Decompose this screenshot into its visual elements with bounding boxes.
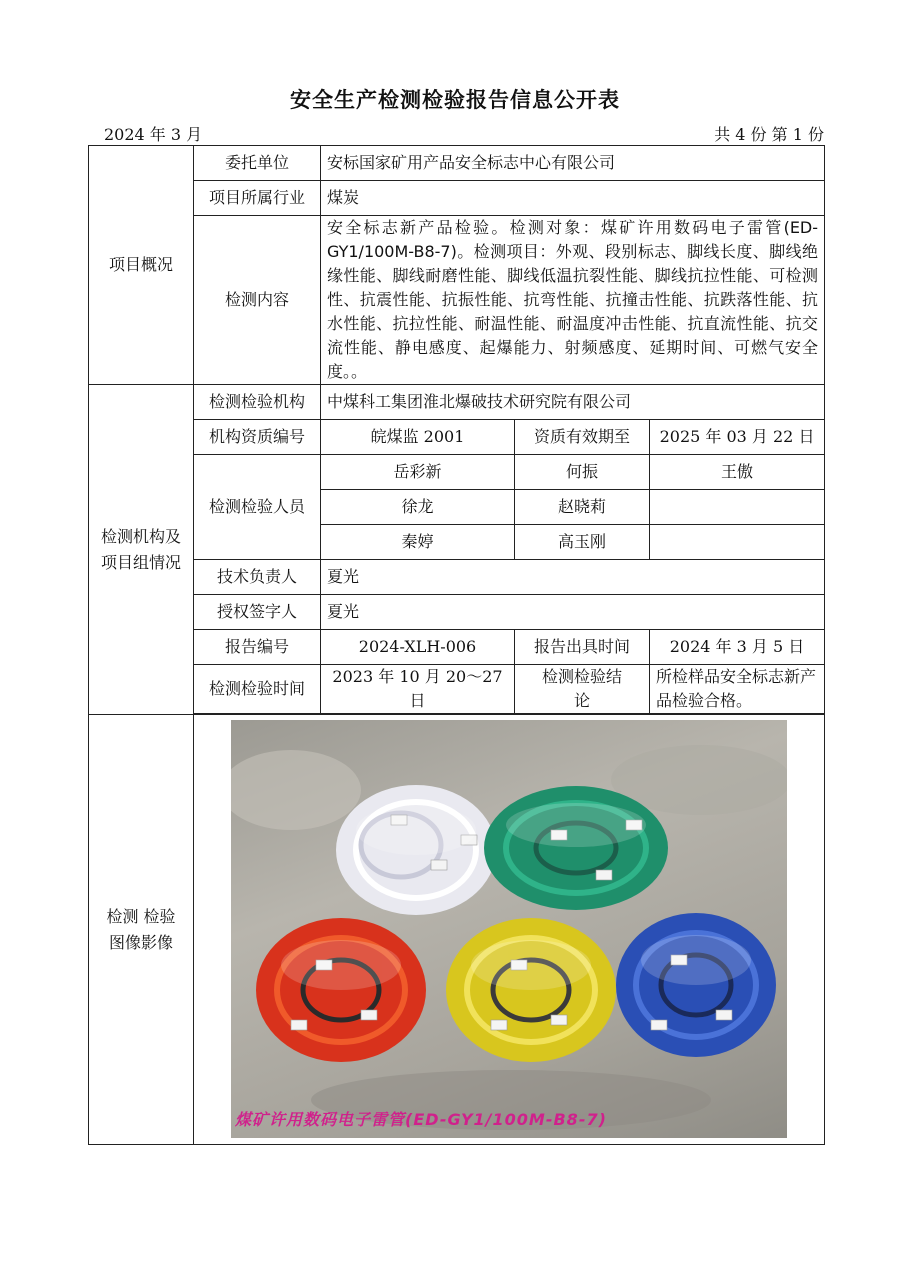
qualification-label: 机构资质编号	[194, 420, 321, 455]
industry-label: 项目所属行业	[194, 181, 321, 216]
conclusion-label: 检测检验结论	[515, 665, 650, 714]
signatory-value: 夏光	[321, 595, 825, 630]
validity-value: 2025 年 03 月 22 日	[650, 420, 825, 455]
client-label: 委托单位	[194, 146, 321, 181]
staff-name: 赵晓莉	[515, 490, 650, 525]
report-table	[88, 145, 825, 1145]
photo-caption: 煤矿许用数码电子雷管(ED-GY1/100M-B8-7)	[235, 1109, 607, 1129]
staff-name: 徐龙	[321, 490, 515, 525]
test-time-label: 检测检验时间	[194, 665, 321, 714]
validity-label: 资质有效期至	[515, 420, 650, 455]
issue-date-label: 报告出具时间	[515, 630, 650, 665]
staff-name	[650, 525, 825, 560]
tech-lead-label: 技术负责人	[194, 560, 321, 595]
signatory-label: 授权签字人	[194, 595, 321, 630]
image-section-label: 检测 检验图像影像	[89, 715, 194, 1145]
staff-name: 何振	[515, 455, 650, 490]
qualification-value: 皖煤监 2001	[321, 420, 515, 455]
overview-section-label: 项目概况	[89, 146, 194, 385]
report-number-value: 2024-XLH-006	[321, 630, 515, 665]
test-time-value: 2023 年 10 月 20～27 日	[321, 665, 515, 714]
org-value: 中煤科工集团淮北爆破技术研究院有限公司	[321, 385, 825, 420]
tech-lead-value: 夏光	[321, 560, 825, 595]
staff-name: 高玉刚	[515, 525, 650, 560]
product-photo	[231, 720, 787, 1138]
org-label: 检测检验机构	[194, 385, 321, 420]
staff-name: 秦婷	[321, 525, 515, 560]
page-title: 安全生产检测检验报告信息公开表	[290, 88, 620, 112]
agency-section-label: 检测机构及项目组情况	[89, 385, 194, 715]
report-number-label: 报告编号	[194, 630, 321, 665]
content-value: 安全标志新产品检验。检测对象：煤矿许用数码电子雷管(ED-GY1/100M-B8-7)。检测项目：外观、段别标志、脚线长度、脚线绝缘性能、脚线耐磨性能、脚线低温抗裂性能、脚线抗拉性能、可检测性、抗震性能、抗振性能、抗弯性能、抗撞击性能、抗跌落性能、抗水性能、抗拉性能、耐温性能、耐温度冲击性能、抗直流性能、抗交流性能、静电感度、起爆能力、射频感度、延期时间、可燃气安全度。。	[321, 216, 825, 385]
conclusion-value: 所检样品安全标志新产品检验合格。	[650, 665, 825, 714]
photo-cell	[194, 715, 825, 1145]
detonator-bundles-illustration	[231, 720, 787, 1138]
content-label: 检测内容	[194, 216, 321, 385]
staff-name: 岳彩新	[321, 455, 515, 490]
staff-name	[650, 490, 825, 525]
staff-name: 王傲	[650, 455, 825, 490]
industry-value: 煤炭	[321, 181, 825, 216]
report-date: 2024 年 3 月	[104, 125, 203, 144]
staff-label: 检测检验人员	[194, 455, 321, 560]
client-value: 安标国家矿用产品安全标志中心有限公司	[321, 146, 825, 181]
page-count: 共 4 份 第 1 份	[714, 125, 824, 144]
issue-date-value: 2024 年 3 月 5 日	[650, 630, 825, 665]
